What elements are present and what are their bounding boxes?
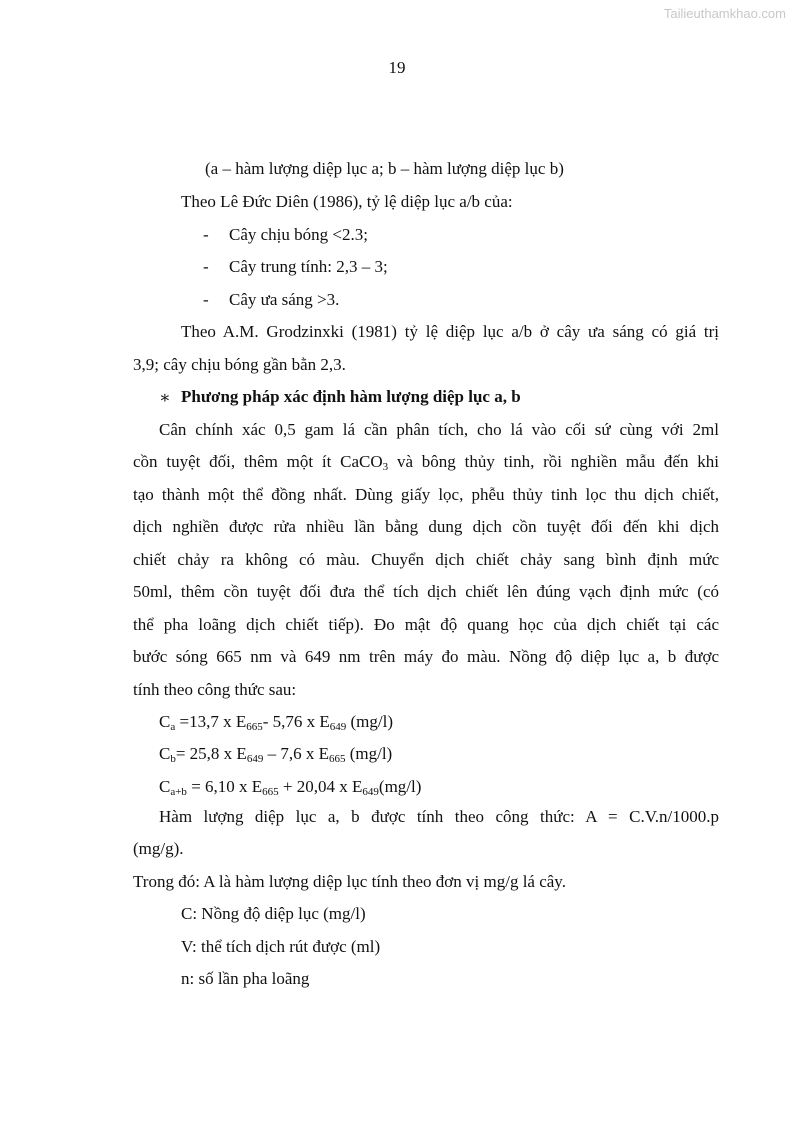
section-heading: Phương pháp xác định hàm lượng diệp lục a, b (181, 387, 521, 406)
list-dash: - (203, 290, 209, 309)
definition-line: V: thể tích dịch rút được (ml) (181, 937, 381, 956)
definition-line: n: số lần pha loãng (181, 969, 310, 988)
list-item: Cây trung tính: 2,3 – 3; (229, 257, 388, 276)
paragraph-line (133, 451, 719, 473)
text-run: cồn tuyệt đối, thêm một ít CaCO (133, 452, 383, 471)
paragraph-line: dịch nghiền được rửa nhiều lần bằng dung dịch cồn tuyệt đối đến khi dịch (133, 517, 719, 536)
list-dash: - (203, 225, 209, 244)
definition-line: C: Nồng độ diệp lục (mg/l) (181, 904, 366, 923)
bullet-icon: ∗ (159, 388, 171, 407)
paragraph-line: Trong đó: A là hàm lượng diệp lục tính theo đơn vị mg/g lá cây. (133, 872, 566, 891)
formula-cb: $C_b= 25,8$ x $E_{649} - 7,6$ x $E_{665}$ (mg/l) (159, 744, 393, 765)
subscript: 3 (382, 461, 389, 473)
list-dash: - (203, 257, 209, 276)
list-item: Cây ưa sáng >3. (229, 290, 340, 309)
paragraph-line: 50ml, thêm cồn tuyệt đối đưa thể tích dịch chiết lên đúng vạch định mức (có (133, 582, 719, 601)
formula-cab: $C_{a+b} = 6,10$ x $E_{665} + 20,04$ x $E_{649}(mg/l)$ (159, 777, 422, 798)
text-run: và bông thủy tinh, rồi nghiền mẫu đến khi (388, 452, 719, 471)
list-item: Cây chịu bóng <2.3; (229, 225, 368, 244)
watermark: Tailieuthamkhao.com (663, 6, 786, 21)
paragraph-line: Theo A.M. Grodzinxki (1981) tỷ lệ diệp lục a/b ở cây ưa sáng có giá trị (181, 322, 719, 341)
paragraph-line: (mg/g). (133, 839, 184, 858)
paragraph-line: Hàm lượng diệp lục a, b được tính theo công thức: A = C.V.n/1000.p (159, 807, 719, 826)
page-number: 19 (388, 58, 406, 77)
paragraph-line: thể pha loãng dịch chiết tiếp). Đo mật độ quang học của dịch chiết tại các (133, 615, 719, 634)
formula-ca: $C_a =13,7$ x $E_{665}-$ 5,76 x $E_{649}$ (mg/l) (159, 712, 394, 733)
paragraph-line: bước sóng 665 nm và 649 nm trên máy đo màu. Nồng độ diệp lục a, b được (133, 647, 719, 666)
legend-line: (a – hàm lượng diệp lục a; b – hàm lượng diệp lục b) (205, 159, 564, 178)
paragraph-line: tính theo công thức sau: (133, 680, 297, 699)
paragraph-line: Theo Lê Đức Diên (1986), tỷ lệ diệp lục a/b của: (181, 192, 513, 211)
paragraph-line: Cân chính xác 0,5 gam lá cần phân tích, cho lá vào cối sứ cùng với 2ml (159, 420, 719, 439)
paragraph-line: tạo thành một thể đồng nhất. Dùng giấy lọc, phễu thủy tinh lọc thu dịch chiết, (133, 485, 719, 504)
paragraph-line: chiết chảy ra không có màu. Chuyển dịch chiết chảy sang bình định mức (133, 550, 719, 569)
paragraph-line: 3,9; cây chịu bóng gần bằn 2,3. (133, 355, 346, 374)
